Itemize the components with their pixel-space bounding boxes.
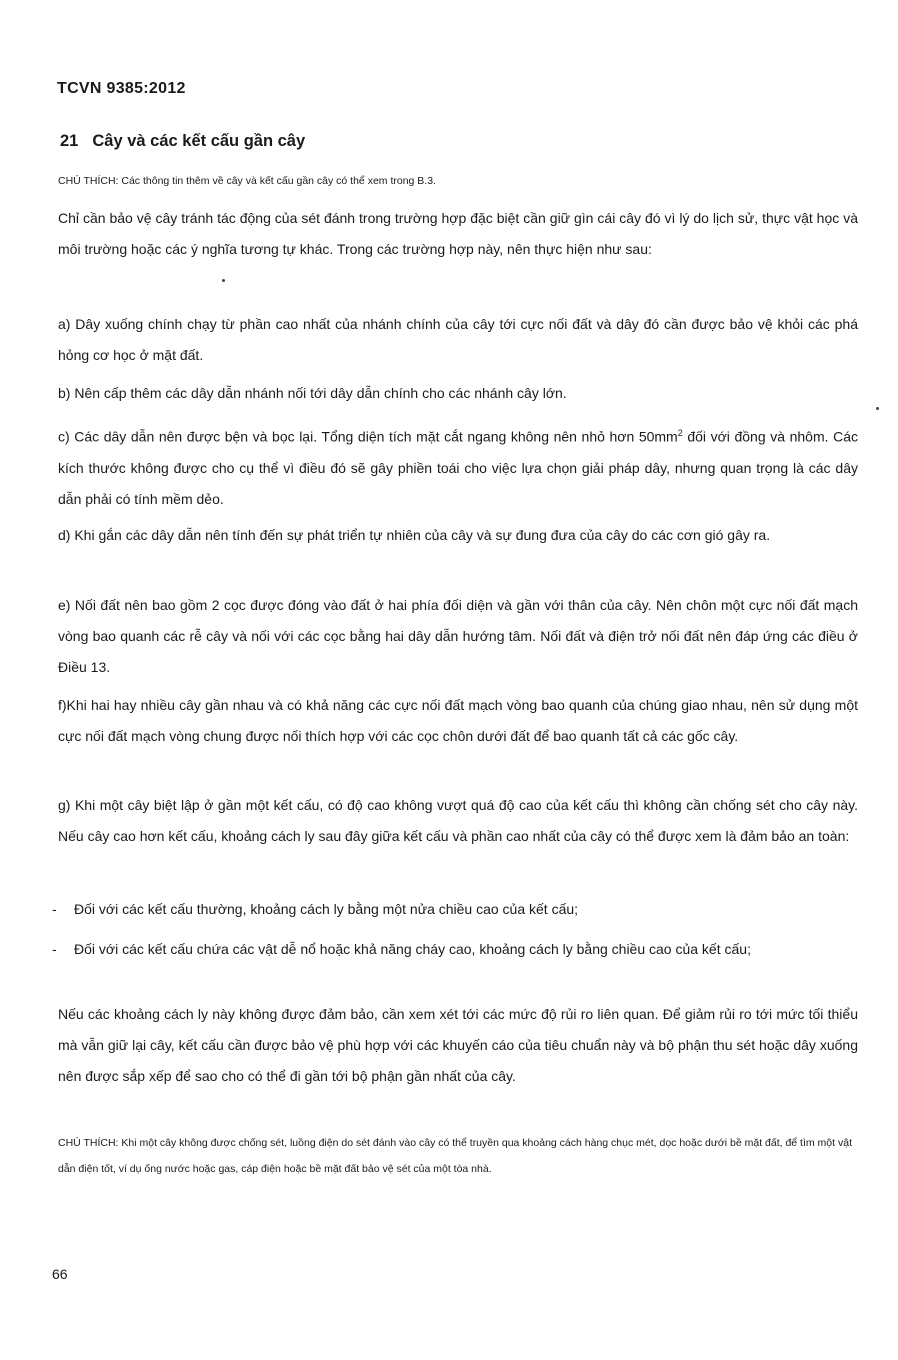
item-f: f)Khi hai hay nhiều cây gần nhau và có khả năng các cực nối đất mạch vòng bao quanh của chúng giao nhau, nên sử dụng một cực nối đất mạch vòng chung được nối thích hợp với các cọc chôn dưới đất để bao quanh tất cả các gốc cây. xyxy=(58,697,858,744)
bullet-item xyxy=(52,934,858,965)
bullet-dash: - xyxy=(52,941,57,957)
section-title: Cây và các kết cấu gần cây xyxy=(92,132,306,150)
page-number: 66 xyxy=(52,1266,68,1282)
closing-paragraph: Nếu các khoảng cách ly này không được đảm bảo, cần xem xét tới các mức độ rủi ro liên quan. Để giảm rủi ro tới mức tối thiểu mà vẫn giữ lại cây, kết cấu cần được bảo vệ phù hợp với các khuyến cáo của tiêu chuẩn này và bộ phận thu sét hoặc dây xuống nên được sắp xếp để sao cho có thể đi gần tới bộ phận gần nhất của cây. xyxy=(58,1006,858,1084)
section-number: 21 xyxy=(60,132,79,150)
item-c-text-end: đối với đồng và nhôm. Các kích thước không được cho cụ thể vì điều đó sẽ gây phiền toái cho việc lựa chọn giải pháp dây, nhưng quan trọng là các dây dẫn phải có tính mềm dẻo. xyxy=(58,428,858,507)
item-b: b) Nên cấp thêm các dây dẫn nhánh nối tới dây dẫn chính cho các nhánh cây lớn. xyxy=(58,385,567,401)
item-d: d) Khi gắn các dây dẫn nên tính đến sự phát triển tự nhiên của cây và sự đung đưa của cây do các cơn gió gây ra. xyxy=(58,527,771,543)
item-c xyxy=(58,418,858,515)
intro-paragraph: Chỉ cần bảo vệ cây tránh tác động của sét đánh trong trường hợp đặc biệt cần giữ gìn cái cây đó vì lý do lịch sử, thực vật học và môi trường hoặc các ý nghĩa tương tự khác. Trong các trường hợp này, nên thực hiện như sau: xyxy=(58,210,858,257)
note-bottom: CHÚ THÍCH: Khi một cây không được chống sét, luồng điện do sét đánh vào cây có thể truyền qua khoảng cách hàng chục mét, dọc hoặc dưới bề mặt đất, để tìm một vật dẫn điện tốt, ví dụ ống nước hoặc gas, cáp điện hoặc bề mặt đất bảo vệ sét của một tòa nhà. xyxy=(58,1137,852,1175)
section-heading xyxy=(60,132,305,151)
item-g: g) Khi một cây biệt lập ở gần một kết cấu, có độ cao không vượt quá độ cao của kết cấu thì không cần chống sét cho cây này. Nếu cây cao hơn kết cấu, khoảng cách ly sau đây giữa kết cấu và phần cao nhất của cây có thể được xem là đảm bảo an toàn: xyxy=(58,797,858,844)
item-a: a) Dây xuống chính chạy từ phần cao nhất của nhánh chính của cây tới cực nối đất và dây đó cần được bảo vệ khỏi các phá hỏng cơ học ở mặt đất. xyxy=(58,316,858,363)
item-c-text-start: c) Các dây dẫn nên được bện và bọc lại. Tổng diện tích mặt cắt ngang không nên nhỏ hơn 50mm xyxy=(58,428,678,445)
bullet-text: Đối với các kết cấu thường, khoảng cách ly bằng một nửa chiều cao của kết cấu; xyxy=(74,901,579,917)
standard-code: TCVN 9385:2012 xyxy=(57,80,186,97)
scan-speck xyxy=(876,407,879,410)
bullet-item xyxy=(52,894,858,925)
item-e: e) Nối đất nên bao gồm 2 cọc được đóng vào đất ở hai phía đối diện và gần với thân của cây. Nên chôn một cực nối đất mạch vòng bao quanh các rễ cây và nối với các cọc bằng hai dây dẫn hướng tâm. Nối đất và điện trở nối đất nên đáp ứng các điều ở Điều 13. xyxy=(58,597,858,675)
item-c-superscript: 2 xyxy=(677,428,683,438)
scan-speck xyxy=(222,279,225,282)
note-top: CHÚ THÍCH: Các thông tin thêm về cây và kết cấu gần cây có thể xem trong B.3. xyxy=(58,175,436,187)
bullet-text: Đối với các kết cấu chứa các vật dễ nổ hoặc khả năng cháy cao, khoảng cách ly bằng chiều cao của kết cấu; xyxy=(74,941,751,957)
bullet-dash: - xyxy=(52,901,57,917)
